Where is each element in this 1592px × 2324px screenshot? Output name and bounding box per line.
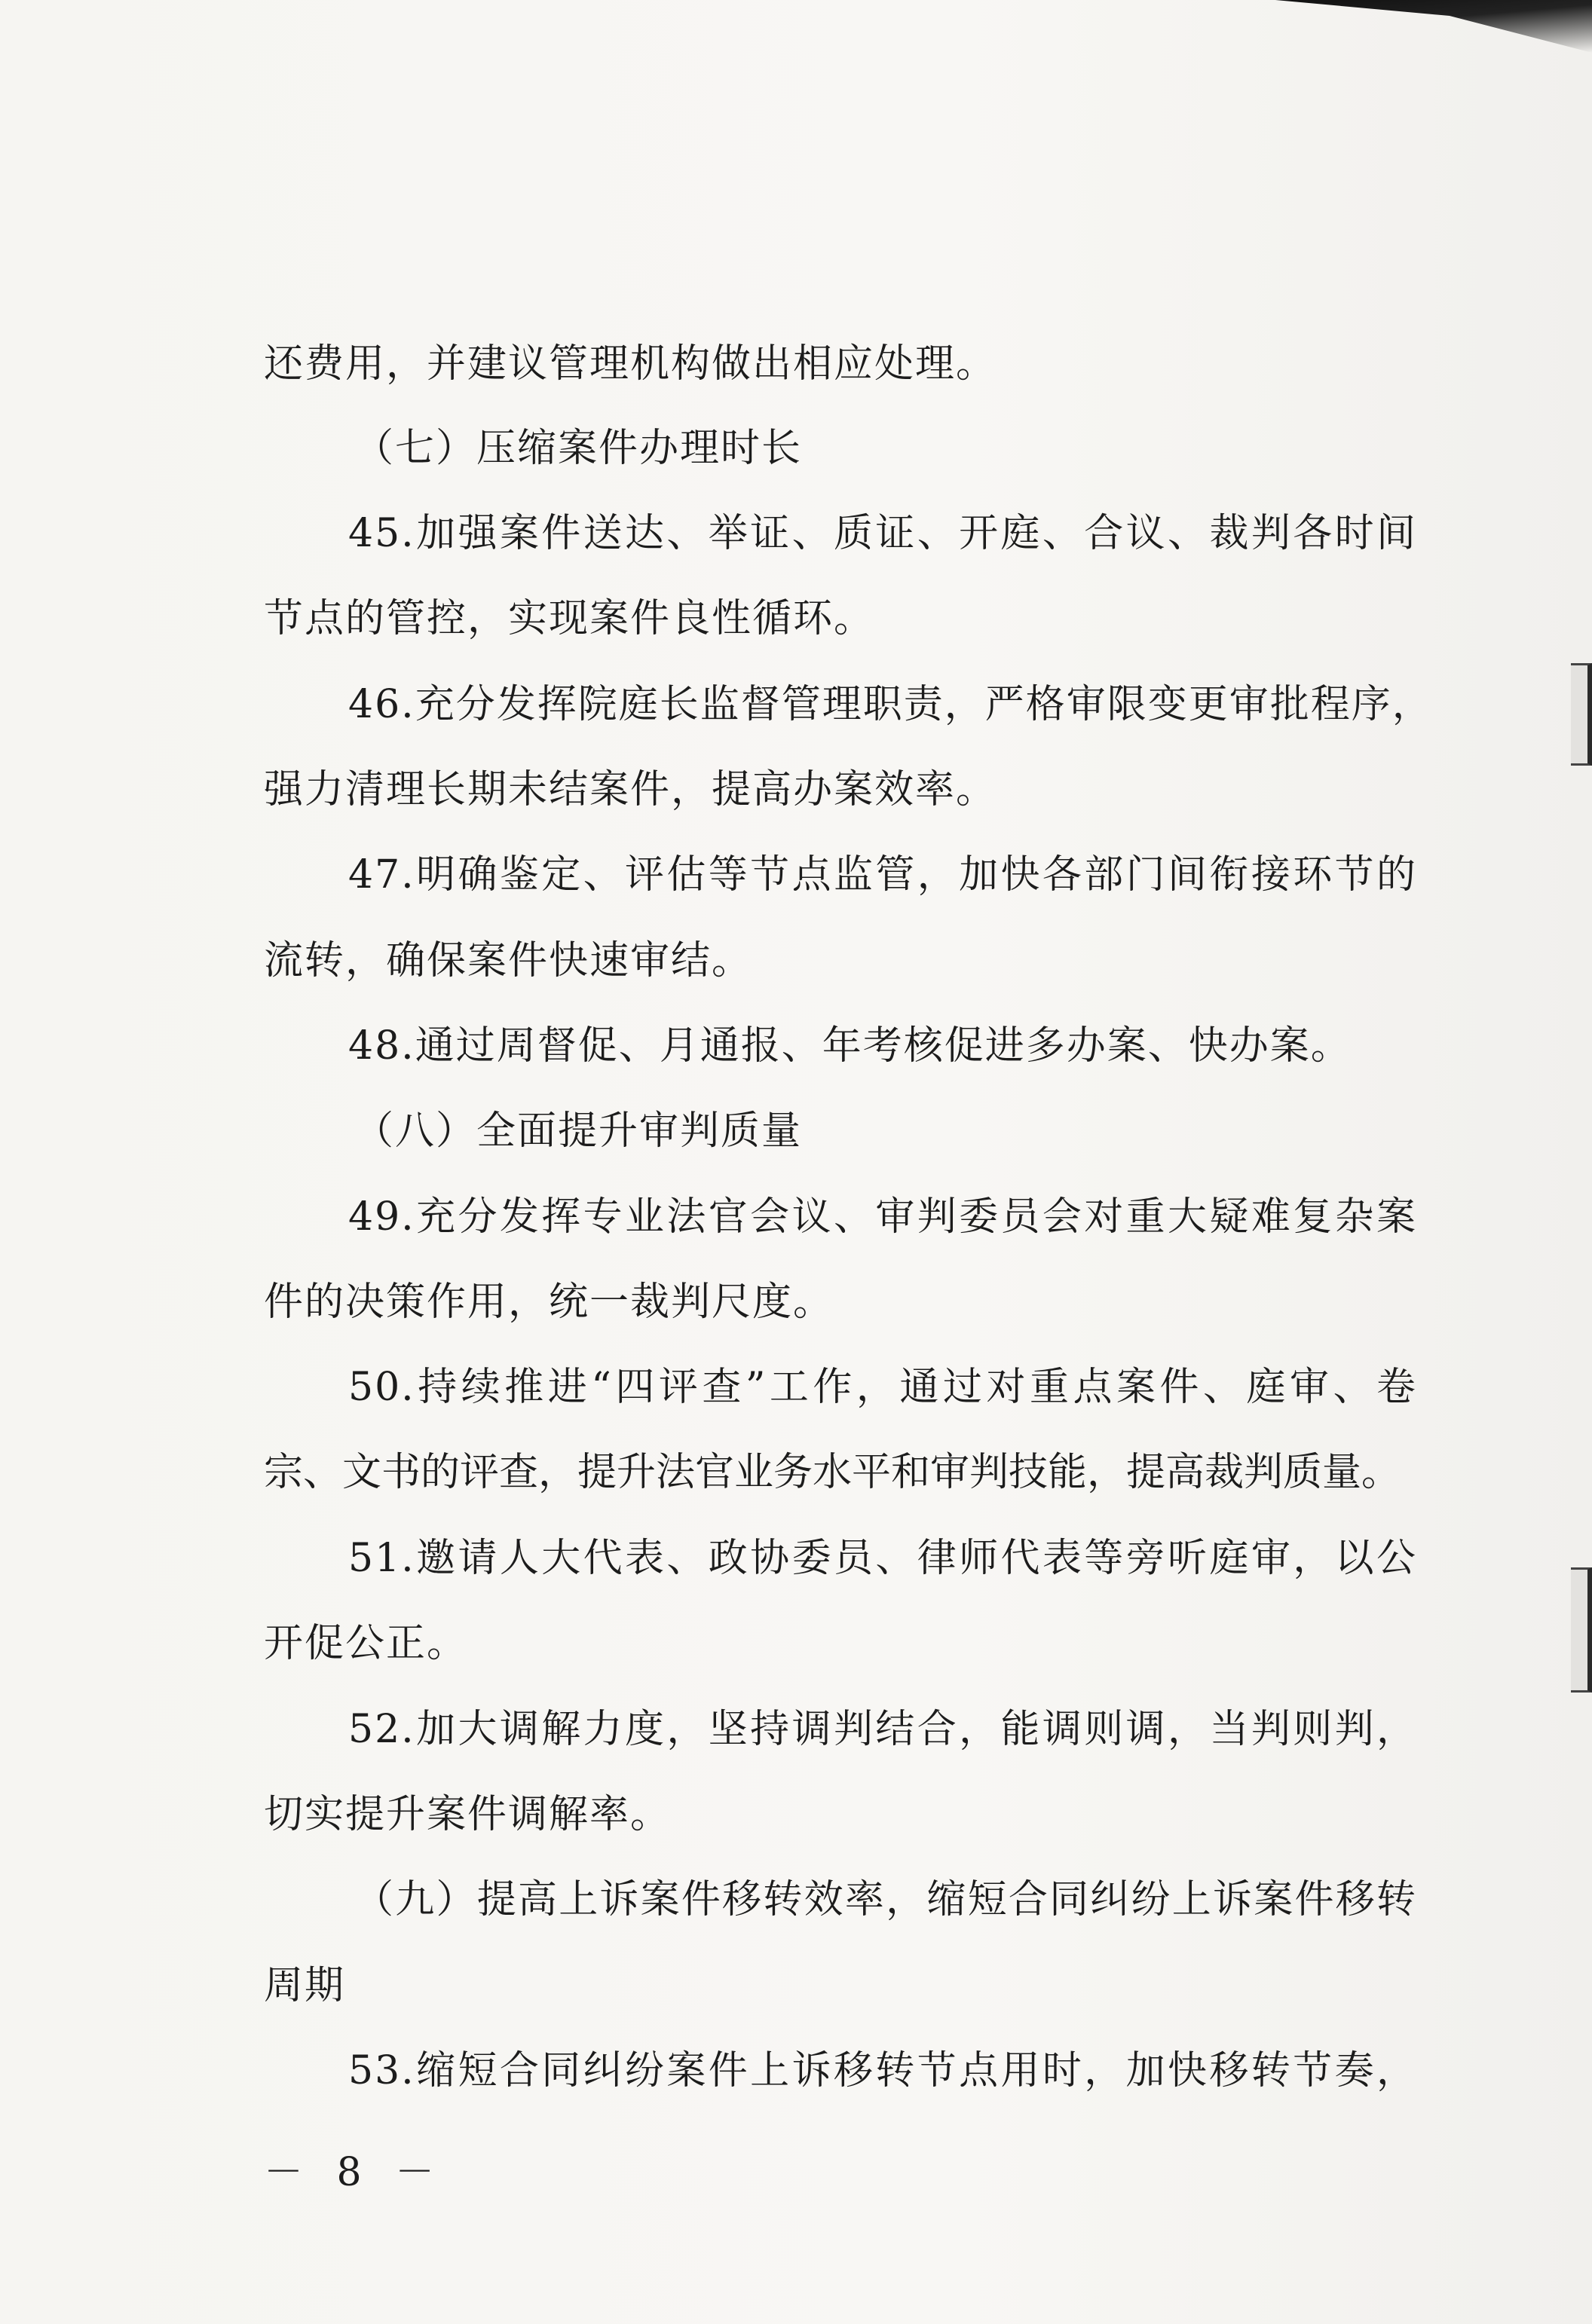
item-51-line-1: 51.邀请人大代表、政协委员、律师代表等旁听庭审，以公 — [348, 1536, 1417, 1581]
item-53-line-1: 53.缩短合同纠纷案件上诉移转节点用时，加快移转节奏， — [348, 2048, 1417, 2093]
text-line — [264, 343, 1417, 385]
section-heading-8: （八）全面提升审判质量 — [354, 1108, 803, 1154]
item-47-line-2: 流转，确保案件快速审结。 — [264, 938, 753, 983]
item-49-line-1: 49.充分发挥专业法官会议、审判委员会对重大疑难复杂案 — [348, 1194, 1417, 1240]
page-number: － 8 － — [264, 2150, 445, 2195]
item-49-line-2: 件的决策作用，统一裁判尺度。 — [264, 1280, 834, 1325]
item-45-line-2: 节点的管控，实现案件良性循环。 — [264, 596, 875, 641]
item-52-line-1: 52.加大调解力度，坚持调判结合，能调则调，当判则判， — [348, 1707, 1417, 1752]
item-46-line-2: 强力清理长期未结案件，提高办案效率。 — [264, 767, 997, 812]
binding-clip-mark — [1571, 1567, 1592, 1693]
item-45-line-1: 45.加强案件送达、举证、质证、开庭、合议、裁判各时间 — [348, 511, 1417, 556]
section-heading-7: （七）压缩案件办理时长 — [354, 426, 803, 471]
item-46-line-1: 46.充分发挥院庭长监督管理职责，严格审限变更审批程序， — [348, 682, 1433, 727]
item-52-line-2: 切实提升案件调解率。 — [264, 1792, 672, 1837]
item-50-line-1: 50.持续推进“四评查”工作，通过对重点案件、庭审、卷 — [348, 1365, 1417, 1410]
item-50-line-2: 宗、文书的评查，提升法官业务水平和审判技能，提高裁判质量。 — [264, 1450, 1401, 1495]
item-47-line-1: 47.明确鉴定、评估等节点监管，加快各部门间衔接环节的 — [348, 852, 1417, 897]
item-48-line-1: 48.通过周督促、月通报、年考核促进多办案、快办案。 — [348, 1023, 1352, 1069]
document-body — [264, 341, 1433, 2093]
section-heading-9-line-2: 周期 — [264, 1963, 346, 2008]
binding-clip-mark — [1571, 663, 1592, 766]
section-heading-9-line-1: （九）提高上诉案件移转效率，缩短合同纠纷上诉案件移转 — [354, 1877, 1417, 1922]
scan-shadow — [1275, 0, 1592, 53]
paragraph-continuation: 还费用，并建议管理机构做出相应处理。 — [264, 341, 997, 387]
item-51-line-2: 开促公正。 — [264, 1621, 468, 1666]
